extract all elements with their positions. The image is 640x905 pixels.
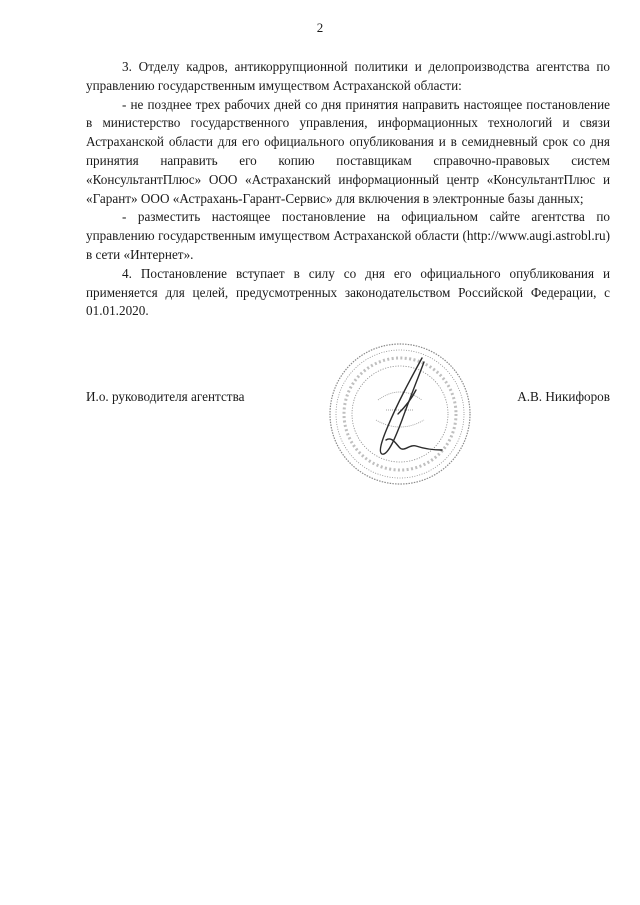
page-number: 2 <box>316 20 324 35</box>
document-body <box>86 58 610 321</box>
paragraph-website-duty: - разместить настоящее постановление на официальном сайте агентства по управлению государственным имуществом Астраханской области (http://www.augi.astrobl.ru) в сети «Интернет». <box>86 209 610 262</box>
paragraph-clause-4: 4. Постановление вступает в силу со дня его официального опубликования и применяется для целей, предусмотренных законодательством Российской Федерации, с 01.01.2020. <box>86 265 610 319</box>
signatory-position: И.о. руководителя агентства <box>86 389 245 404</box>
paragraph-publication-duty: - не позднее трех рабочих дней со дня принятия направить настоящее постановление в министерство государственного управления, информационных технологий и связи Астраханской области для его официального опубликования и в семидневный срок со дня принятия направить его копию поставщикам справочно-правовых систем «КонсультантПлюс» ООО «Астраханский информационный центр «КонсультантПлюс и «Гарант» ООО «Астрахань-Гарант-Сервис» для включения в электронные базы данных; <box>86 96 610 206</box>
signatory-name: А.В. Никифоров <box>517 389 610 404</box>
official-seal-stamp <box>326 340 474 488</box>
handwritten-signature <box>380 358 442 454</box>
paragraph-clause-3: 3. Отделу кадров, антикоррупционной политики и делопроизводства агентства по управлению государственным имуществом Астраханской области: <box>86 59 610 93</box>
